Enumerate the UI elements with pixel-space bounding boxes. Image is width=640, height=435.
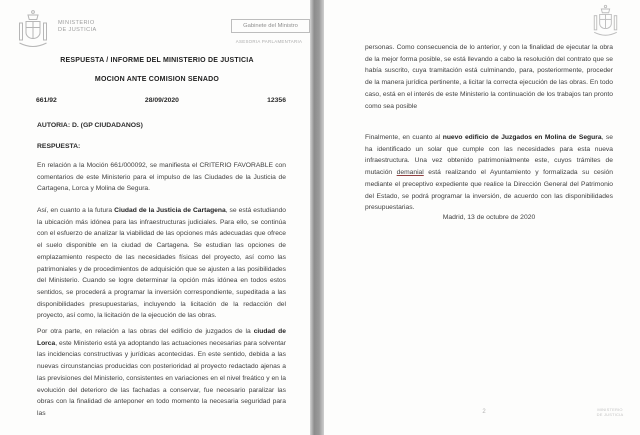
dateline: Madrid, 13 de octubre de 2020: [442, 214, 536, 221]
page-number: 2: [482, 409, 486, 415]
paragraph-text: , se ha identificado un solar que cumple con las necesidades para esta nueva infraestructura. Una vez obtenido patrimonialmente este, cuyos trámites de mutación: [365, 134, 613, 177]
paragraph-text: Así, en cuanto a la futura: [37, 207, 115, 214]
meta-row: [36, 97, 286, 104]
office-subtitle: ASESORIA PARLAMENTARIA: [235, 39, 303, 44]
ministry-name: [58, 20, 97, 34]
paragraph-text: Finalmente, en cuanto al: [365, 134, 443, 141]
bold-lorca: ciudad de Lorca: [37, 328, 286, 347]
footer-ministry-line2: DE JUSTICIA: [596, 412, 624, 417]
paragraph-lorca-continuation: personas. Como consecuencia de lo anterior, y con la finalidad de ejecutar la obra de la mejor forma posible, se está llevando a cabo la resolución del contrato que se había suscrito, cuya tramitación está culminando, para, posteriormente, proceder de la manera jurídica pertinente, a licitar la correcta ejecución de las obras. En todo caso, está en el interés de este Ministerio la continuación de los trabajos tan pronto como sea posible: [365, 44, 613, 110]
page-2: [324, 0, 640, 435]
paragraph-cartagena-intro: En relación a la Moción 661/000092, se manifiesta el CRITERIO FAVORABLE con comentarios de este Ministerio para el impulso de las Ciudades de la Justicia de Cartagena, Lorca y Molina de Segura.: [37, 162, 286, 193]
author-line: AUTORIA: D. (GP CIUDADANOS): [37, 122, 143, 129]
document-title: RESPUESTA / INFORME DEL MINISTERIO DE JUSTICIA: [60, 57, 254, 64]
document-subtitle: MOCION ANTE COMISION SENADO: [94, 76, 220, 83]
paragraph-molina-de-segura: [365, 132, 613, 214]
office-box-label: Gabinete del Ministro: [243, 23, 298, 29]
underlined-word-demanial: demanial: [396, 169, 424, 177]
bold-molina-de-segura: nuevo edificio de Juzgados en Molina de Segura: [442, 134, 602, 141]
reference-number: 661/92: [36, 97, 57, 104]
paragraph-text: Por otra parte, en relación a las obras del edificio de juzgados de la: [37, 328, 254, 335]
spain-coat-of-arms-icon: [17, 9, 49, 56]
spain-coat-of-arms-icon: [592, 4, 619, 44]
paragraph-lorca: [37, 326, 286, 420]
footer-ministry: [586, 407, 634, 417]
ministry-name-line1: MINISTERIO: [58, 20, 95, 26]
ministry-name-line2: DE JUSTICIA: [58, 27, 97, 34]
registry-number: 12356: [267, 97, 286, 104]
bold-cartagena: Ciudad de la Justicia de Cartagena: [114, 207, 226, 214]
page-divider: [310, 0, 324, 435]
page-1: [0, 0, 310, 435]
paragraph-text: , este Ministerio está ya adoptando las actuaciones necesarias para solventar las incidencias constructivas y jurídicas acontecidas. En este sentido, debida a las nuevas circunstancias producidas con posterioridad al proyecto redactado ajenas a las previsiones del Ministerio, consistentes en variaciones en el nivel freático y en la evolución del deterioro de las fachadas a conservar, fue necesario paralizar las obras con la finalidad de anteponer en todo momento la necesaria seguridad para las: [37, 339, 286, 417]
footer-ministry-line1: MINISTERIO: [597, 407, 623, 412]
document-date: 28/09/2020: [144, 97, 179, 104]
paragraph-text: está realizando el Ayuntamiento y formalizada su cesión mediante el preceptivo expediente que realice la Dirección General del Patrimonio del Estado, se podrá programar la inversión, de acuerdo con las disponibilidades presupuestarias.: [365, 169, 613, 212]
paragraph-text: , se está estudiando la ubicación más idónea para las infraestructuras judiciales. Para ello, se continúa con el esfuerzo de analizar la viabilidad de las opciones más adecuadas que ofrece el suelo disponible en la ciudad de Cartagena. Se estudian las opciones de emplazamiento respecto de las necesidades físicas del proyecto, así como las patrimoniales y de procedimientos de adquisición que se ajusten a las posibilidades del Ministerio. Cuando se logre determinar la opción más idónea en todos estos sentidos, se procederá a programar la inversión correspondiente, supeditada a las disponibilidades presupuestarias, incluyendo la licitación de la redacción del proyecto, así como, la licitación de la ejecución de las obras.: [37, 207, 287, 320]
paragraph-cartagena: [37, 205, 286, 322]
response-label: RESPUESTA:: [37, 143, 81, 150]
office-box: [231, 19, 310, 33]
